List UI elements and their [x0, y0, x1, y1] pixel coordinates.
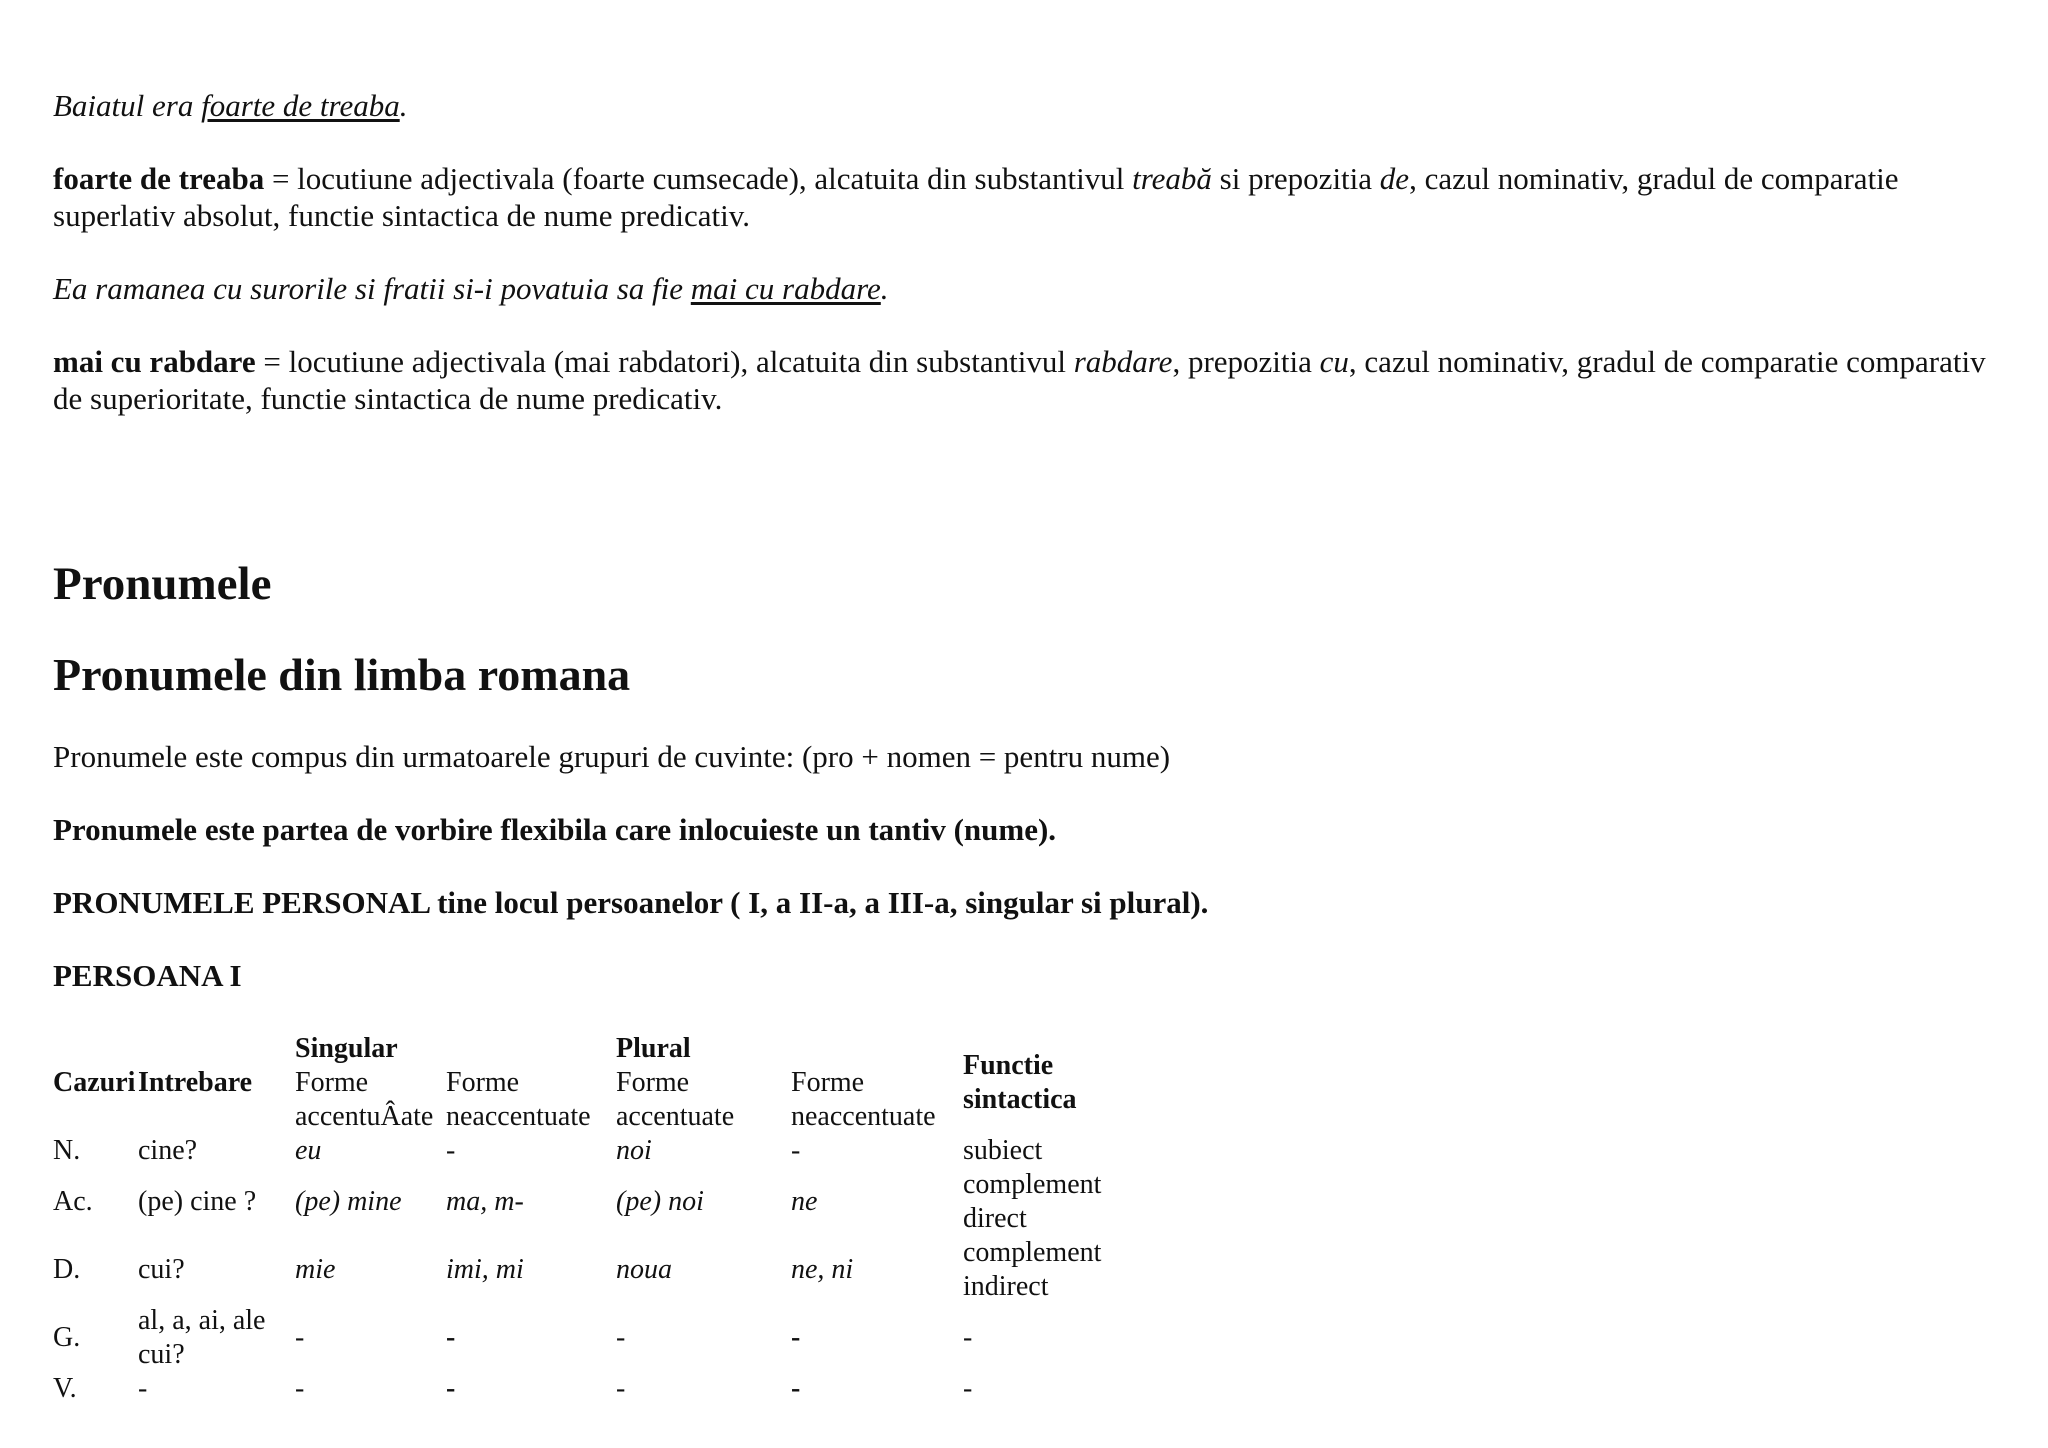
row-v-sg-neacc: - [446, 1373, 456, 1404]
analysis-paragraph-1 [53, 160, 1933, 234]
row-ac-pl-neacc: ne [791, 1186, 818, 1217]
header-sg-neacc-l1: Forme [446, 1067, 520, 1098]
row-v-pl-acc: - [616, 1373, 626, 1404]
header-functie-l2: sintactica [963, 1084, 1077, 1115]
row-n-caz: N. [53, 1135, 81, 1166]
row-g-caz: G. [53, 1322, 81, 1353]
header-sg-acc-l2: accentuÂate [295, 1101, 434, 1132]
p3-text-pre: Ea ramanea cu surorile si fratii si-i povatuia sa fie [53, 271, 691, 306]
row-n-pl-acc: noi [616, 1135, 652, 1166]
row-d-caz: D. [53, 1254, 81, 1285]
header-plural: Plural [616, 1033, 691, 1064]
p2-term: foarte de treaba [53, 161, 265, 196]
row-n-sg-acc: eu [295, 1135, 322, 1166]
p1-text-pre: Baiatul era [53, 88, 202, 123]
row-g-pl-acc: - [616, 1322, 626, 1353]
header-pl-neacc-l2: neaccentuate [791, 1101, 936, 1132]
row-d-pl-neacc: ne, ni [791, 1254, 854, 1285]
p4-t3: , cazul nominativ, gradul de comparatie comparativ de superioritate, functie sintactica de nume predicativ. [53, 344, 1986, 416]
row-ac-intrebare: (pe) cine ? [138, 1186, 257, 1217]
row-v-sg-acc: - [295, 1373, 305, 1404]
p4-i2: cu [1319, 344, 1349, 379]
p3-underlined: mai cu rabdare [690, 271, 881, 306]
section-heading: Pronumele [53, 558, 272, 610]
row-d-sg-acc: mie [295, 1254, 336, 1285]
p4-term: mai cu rabdare [53, 344, 256, 379]
p2-i2: de [1379, 161, 1410, 196]
row-g-intrebare-l1: al, a, ai, ale [138, 1305, 266, 1336]
p4-t1: = locutiune adjectivala (mai rabdatori), alcatuita din substantivul [255, 344, 1074, 379]
analysis-paragraph-2 [53, 343, 1993, 417]
row-ac-functie-l1: complement [963, 1169, 1102, 1200]
row-n-sg-neacc: - [446, 1135, 456, 1166]
row-g-intrebare-l2: cui? [138, 1339, 185, 1370]
header-cazuri: Cazuri [53, 1067, 136, 1098]
example-sentence-1 [53, 87, 407, 124]
header-pl-acc-l2: accentuate [616, 1101, 735, 1132]
p4-t2: , prepozitia [1172, 344, 1320, 379]
row-g-pl-neacc: - [791, 1322, 801, 1353]
row-n-pl-neacc: - [791, 1135, 801, 1166]
header-sg-acc-l1: Forme [295, 1067, 369, 1098]
header-functie-l1: Functie [963, 1050, 1054, 1081]
row-ac-pl-acc: (pe) noi [616, 1186, 704, 1217]
header-intrebare: Intrebare [138, 1067, 253, 1098]
row-n-intrebare: cine? [138, 1135, 198, 1166]
row-d-functie-l1: complement [963, 1237, 1102, 1268]
row-d-sg-neacc: imi, mi [446, 1254, 524, 1285]
row-d-intrebare: cui? [138, 1254, 185, 1285]
row-g-sg-acc: - [295, 1322, 305, 1353]
header-sg-neacc-l2: neaccentuate [446, 1101, 591, 1132]
row-ac-caz: Ac. [53, 1186, 93, 1217]
definition-paragraph: Pronumele este partea de vorbire flexibila care inlocuieste un tantiv (nume). [53, 812, 1057, 847]
row-v-functie: - [963, 1373, 973, 1404]
row-ac-sg-neacc: ma, m- [446, 1186, 524, 1217]
row-g-sg-neacc: - [446, 1322, 456, 1353]
p1-text-post: . [399, 88, 408, 123]
row-ac-functie-l2: direct [963, 1203, 1027, 1234]
p3-text-post: . [880, 271, 889, 306]
intro-paragraph: Pronumele este compus din urmatoarele grupuri de cuvinte: (pro + nomen = pentru nume) [53, 739, 1171, 774]
p2-i1: treabă [1132, 161, 1212, 196]
row-v-pl-neacc: - [791, 1373, 801, 1404]
example-sentence-2 [53, 270, 889, 307]
header-singular: Singular [295, 1033, 398, 1064]
row-g-functie: - [963, 1322, 973, 1353]
personal-pronoun-paragraph: PRONUMELE PERSONAL tine locul persoanelor ( I, a II-a, a III-a, singular si plural). [53, 885, 1209, 920]
header-pl-acc-l1: Forme [616, 1067, 690, 1098]
header-pl-neacc-l1: Forme [791, 1067, 865, 1098]
p2-t1: = locutiune adjectivala (foarte cumsecade), alcatuita din substantivul [264, 161, 1133, 196]
section-subheading: Pronumele din limba romana [53, 649, 631, 700]
row-d-pl-acc: noua [616, 1254, 672, 1285]
row-v-intrebare: - [138, 1373, 148, 1404]
p2-t3: , cazul nominativ, gradul de comparatie superlativ absolut, functie sintactica de nume predicativ. [53, 161, 1899, 233]
p2-t2: si prepozitia [1211, 161, 1380, 196]
row-ac-sg-acc: (pe) mine [295, 1186, 402, 1217]
p4-i1: rabdare [1073, 344, 1173, 379]
p1-underlined: foarte de treaba [201, 88, 400, 123]
row-v-caz: V. [53, 1373, 77, 1404]
persoana-heading: PERSOANA I [53, 958, 242, 993]
row-d-functie-l2: indirect [963, 1271, 1049, 1302]
row-n-functie: subiect [963, 1135, 1043, 1166]
